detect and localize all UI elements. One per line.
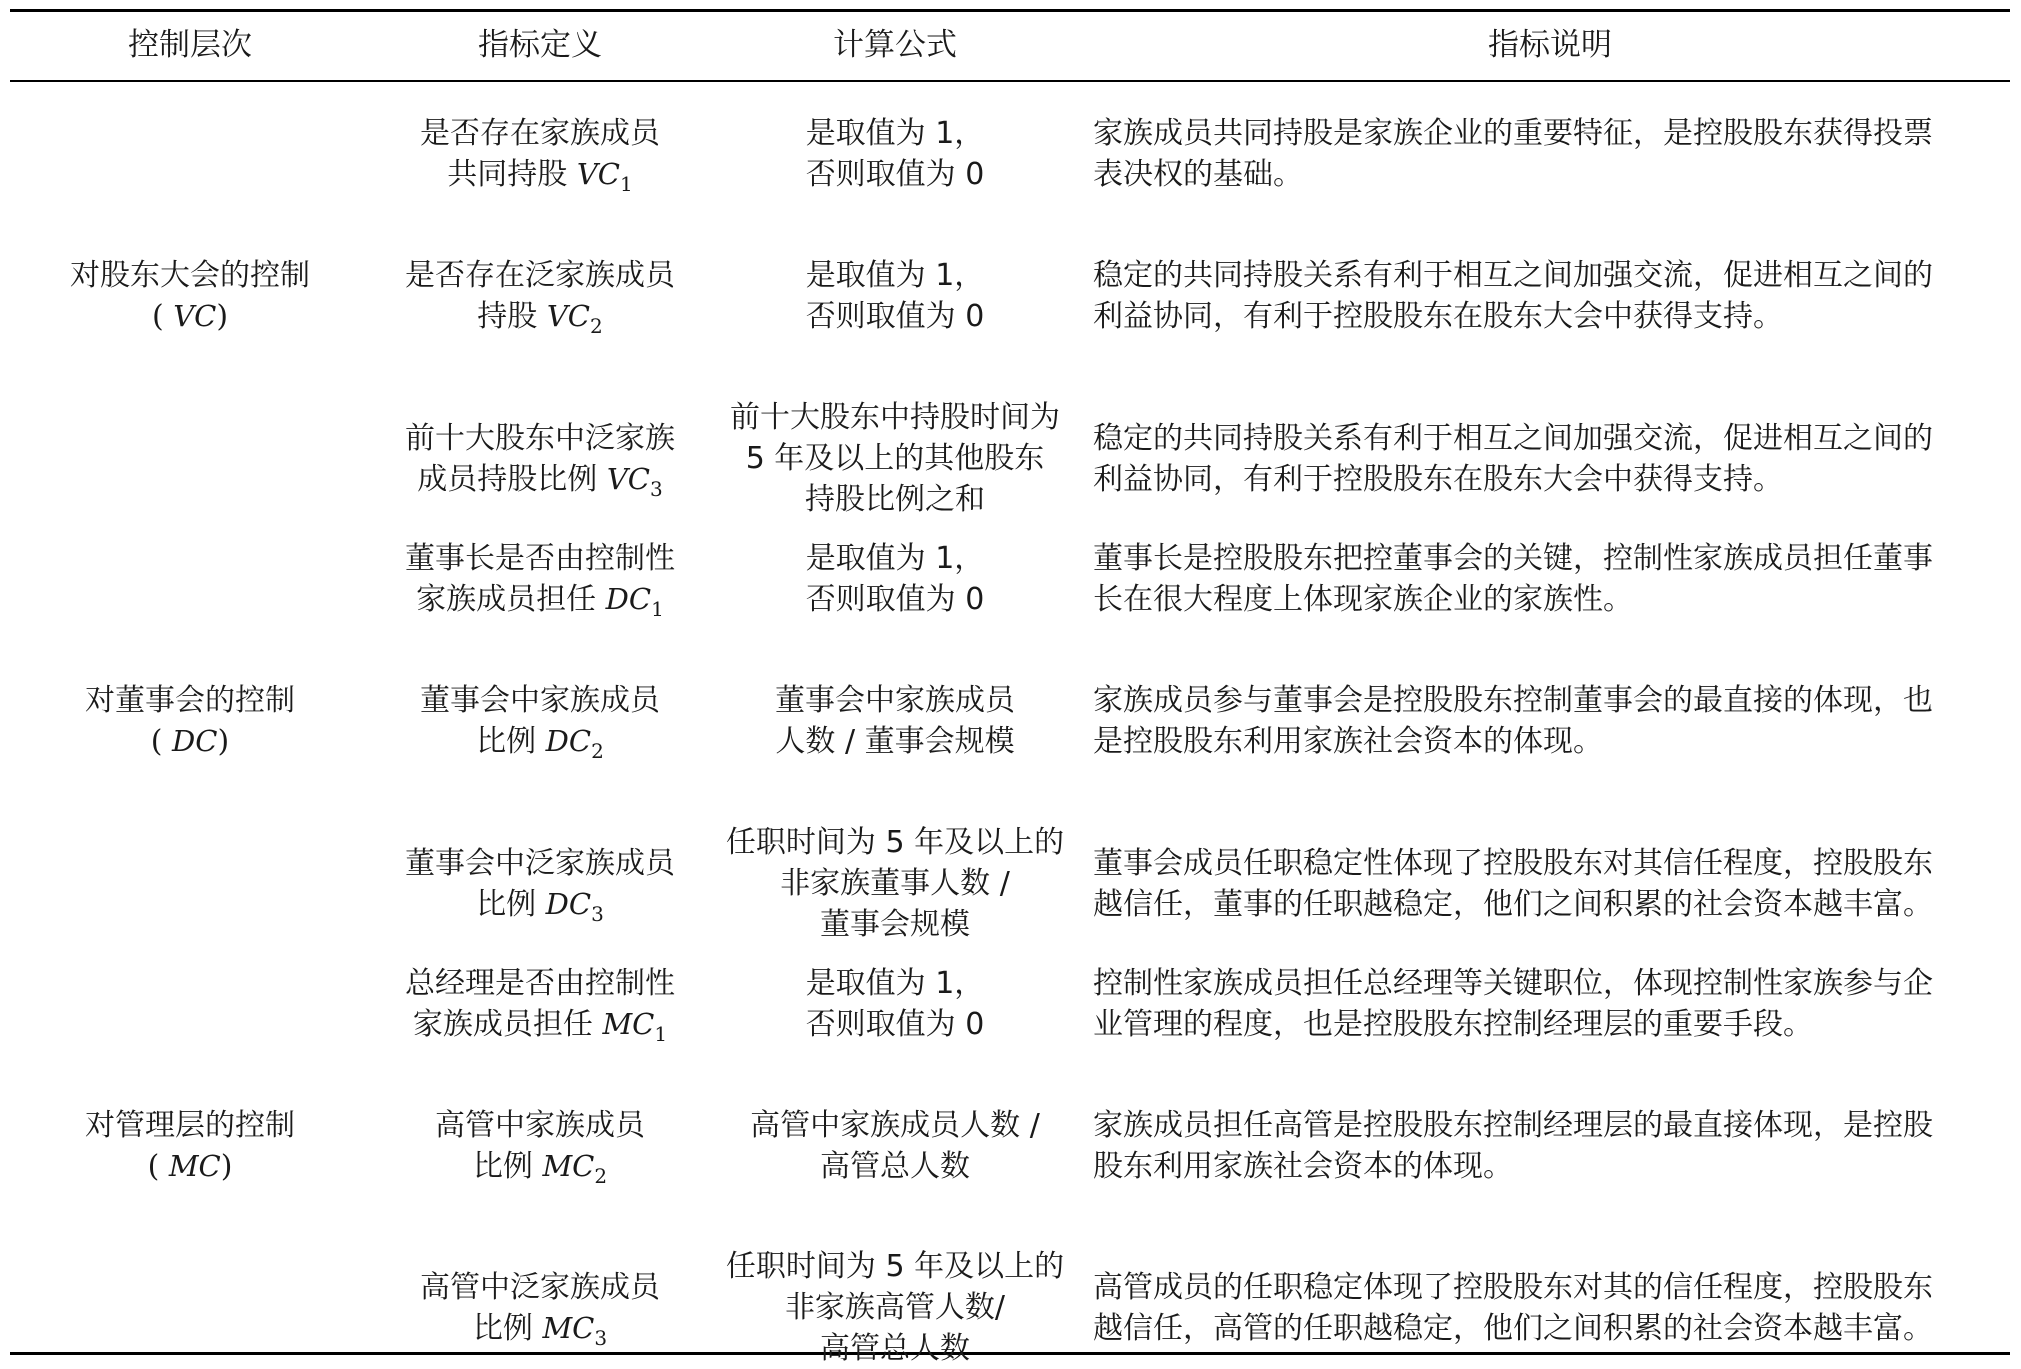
indicator-definition	[380, 255, 700, 347]
formula-line: 高管中家族成员人数 /	[750, 1108, 1040, 1143]
control-level-name: 对董事会的控制	[85, 683, 295, 718]
variable-name: VC	[606, 461, 650, 496]
definition-line	[380, 1004, 700, 1055]
variable-subscript: 2	[591, 739, 604, 763]
variable-name: VC	[576, 157, 620, 191]
formula-line: 否则取值为 0	[805, 157, 985, 192]
control-level-abbr	[30, 1146, 350, 1187]
variable-subscript: 3	[591, 901, 604, 926]
header-level: 控制层次	[128, 27, 252, 63]
variable-subscript: 1	[654, 1022, 668, 1046]
definition-line: 高管中家族成员	[435, 1108, 645, 1143]
control-level	[30, 1105, 350, 1187]
variable-subscript: 3	[594, 1325, 608, 1350]
explanation-line: 高管成员的任职稳定体现了控股股东对其的信任程度，控股股东	[1093, 1269, 1933, 1305]
explanation-line: 表决权的基础。	[1093, 157, 1303, 192]
formula-line: 任职时间为 5 年及以上的	[725, 825, 1065, 860]
variable-subscript: 2	[589, 314, 603, 338]
definition-line: 高管中泛家族成员	[420, 1269, 660, 1305]
variable-subscript: 3	[649, 476, 663, 501]
indicator-definition	[380, 1105, 700, 1197]
formula-line: 董事会中家族成员	[775, 683, 1015, 718]
definition-line: 董事长是否由控制性	[405, 541, 675, 576]
indicator-explanation	[1093, 963, 2008, 1045]
paren-close: )	[216, 299, 229, 334]
variable-subscript: 2	[594, 1164, 608, 1188]
variable-subscript: 1	[651, 597, 664, 621]
explanation-line: 家族成员共同持股是家族企业的重要特征，是控股股东获得投票	[1093, 116, 1933, 151]
variable-name: DC	[545, 724, 592, 758]
indicator-explanation	[1093, 538, 2008, 620]
definition-line	[380, 1146, 700, 1197]
calculation-formula	[710, 680, 1080, 762]
definition-line: 董事会中家族成员	[420, 683, 660, 718]
control-level-name: 对股东大会的控制	[70, 258, 310, 293]
control-level-name: 对管理层的控制	[85, 1108, 295, 1143]
definition-line	[380, 721, 700, 772]
definition-text: 比例	[476, 724, 546, 759]
indicator-definition	[380, 1267, 700, 1359]
indicator-definition	[380, 963, 700, 1055]
calculation-formula	[710, 822, 1080, 945]
formula-line: 是取值为 1，	[805, 258, 985, 293]
variable-name: MC	[602, 1007, 655, 1041]
definition-text: 共同持股	[447, 157, 577, 192]
variable-name: DC	[545, 886, 592, 921]
indicator-definition	[380, 843, 700, 935]
definition-text: 家族成员担任	[412, 1007, 603, 1042]
definition-text: 持股	[477, 299, 547, 334]
control-level	[30, 680, 350, 762]
explanation-line: 是控股股东利用家族社会资本的体现。	[1093, 724, 1603, 759]
explanation-line: 业管理的程度，也是控股股东控制经理层的重要手段。	[1093, 1007, 1813, 1042]
explanation-line: 利益协同，有利于控股股东在股东大会中获得支持。	[1093, 299, 1783, 334]
definition-line: 总经理是否由控制性	[405, 966, 675, 1001]
explanation-line: 董事会成员任职稳定性体现了控股股东对其信任程度，控股股东	[1093, 845, 1933, 881]
variable-name: VC	[546, 299, 590, 333]
top-rule	[10, 9, 2010, 12]
variable-name: DC	[605, 582, 652, 616]
calculation-formula	[710, 538, 1080, 620]
indicator-explanation	[1093, 1105, 2008, 1187]
explanation-line: 控制性家族成员担任总经理等关键职位，体现控制性家族参与企	[1093, 966, 1933, 1001]
definition-text: 成员持股比例	[417, 461, 607, 497]
definition-line	[380, 579, 700, 630]
calculation-formula	[710, 255, 1080, 337]
indicator-definition	[380, 538, 700, 630]
explanation-line: 家族成员担任高管是控股股东控制经理层的最直接体现，是控股	[1093, 1108, 1933, 1143]
header-formula: 计算公式	[833, 27, 957, 63]
formula-line: 前十大股东中持股时间为	[730, 400, 1060, 435]
indicator-definition	[380, 418, 700, 510]
formula-line: 高管总人数	[820, 1331, 970, 1366]
formula-line: 是取值为 1，	[805, 966, 985, 1001]
variable-name: MC	[542, 1149, 595, 1183]
explanation-line: 家族成员参与董事会是控股股东控制董事会的最直接的体现，也	[1093, 683, 1933, 718]
indicator-explanation	[1093, 113, 2008, 195]
variable-name: MC	[542, 1310, 595, 1345]
calculation-formula	[710, 397, 1080, 520]
formula-line: 非家族董事人数 /	[780, 866, 1010, 901]
definition-line: 是否存在家族成员	[420, 116, 660, 151]
definition-line	[380, 1308, 700, 1359]
abbreviation: DC	[172, 724, 218, 758]
control-level-abbr	[30, 296, 350, 337]
paren-close: )	[220, 1149, 233, 1184]
control-level-abbr	[30, 721, 350, 762]
formula-line: 否则取值为 0	[805, 1007, 985, 1042]
indicator-explanation	[1093, 255, 2008, 337]
formula-line: 是取值为 1，	[805, 541, 985, 576]
explanation-line: 长在很大程度上体现家族企业的家族性。	[1093, 582, 1633, 617]
definition-line: 前十大股东中泛家族	[405, 420, 675, 456]
definition-text: 比例	[476, 886, 546, 922]
formula-line: 否则取值为 0	[805, 299, 985, 334]
explanation-line: 稳定的共同持股关系有利于相互之间加强交流，促进相互之间的	[1093, 420, 1933, 456]
definition-text: 家族成员担任	[416, 582, 606, 617]
calculation-formula	[710, 1246, 1080, 1369]
explanation-line: 利益协同，有利于控股股东在股东大会中获得支持。	[1093, 461, 1783, 497]
definition-text: 比例	[472, 1149, 543, 1184]
formula-line: 是取值为 1，	[805, 116, 985, 151]
abbreviation: MC	[168, 1149, 221, 1183]
calculation-formula	[710, 963, 1080, 1045]
formula-line: 持股比例之和	[805, 482, 985, 517]
formula-line: 高管总人数	[820, 1149, 970, 1184]
formula-line: 否则取值为 0	[805, 582, 985, 617]
paren-close: )	[217, 724, 230, 759]
paren-open: (	[150, 724, 173, 759]
definition-line	[380, 154, 700, 205]
header-definition: 指标定义	[478, 27, 602, 63]
indicator-explanation	[1093, 1267, 2008, 1349]
header-rule	[10, 80, 2010, 82]
formula-line: 5 年及以上的其他股东	[745, 441, 1045, 476]
variable-subscript: 1	[619, 172, 633, 196]
calculation-formula	[710, 1105, 1080, 1187]
indicator-definition	[380, 680, 700, 772]
paren-open: (	[147, 1149, 169, 1184]
definition-text: 比例	[472, 1310, 543, 1346]
definition-line: 是否存在泛家族成员	[405, 258, 675, 293]
formula-line: 人数 / 董事会规模	[775, 724, 1015, 759]
definition-line	[380, 884, 700, 935]
indicator-explanation	[1093, 843, 2008, 925]
indicator-explanation	[1093, 418, 2008, 500]
definition-line	[380, 459, 700, 510]
explanation-line: 股东利用家族社会资本的体现。	[1093, 1149, 1513, 1184]
indicator-explanation	[1093, 680, 2008, 762]
calculation-formula	[710, 113, 1080, 195]
explanation-line: 越信任，高管的任职越稳定，他们之间积累的社会资本越丰富。	[1093, 1310, 1933, 1346]
paren-open: (	[151, 299, 174, 334]
explanation-line: 越信任，董事的任职越稳定，他们之间积累的社会资本越丰富。	[1093, 886, 1933, 922]
formula-line: 非家族高管人数/	[784, 1290, 1006, 1325]
control-level	[30, 255, 350, 337]
explanation-line: 董事长是控股股东把控董事会的关键，控制性家族成员担任董事	[1093, 541, 1933, 576]
definition-line	[380, 296, 700, 347]
definition-line: 董事会中泛家族成员	[405, 845, 675, 881]
formula-line: 董事会规模	[820, 907, 970, 942]
abbreviation: VC	[173, 299, 217, 333]
explanation-line: 稳定的共同持股关系有利于相互之间加强交流，促进相互之间的	[1093, 258, 1933, 293]
indicator-definition	[380, 113, 700, 205]
header-explanation: 指标说明	[1488, 27, 1612, 63]
formula-line: 任职时间为 5 年及以上的	[725, 1249, 1065, 1284]
